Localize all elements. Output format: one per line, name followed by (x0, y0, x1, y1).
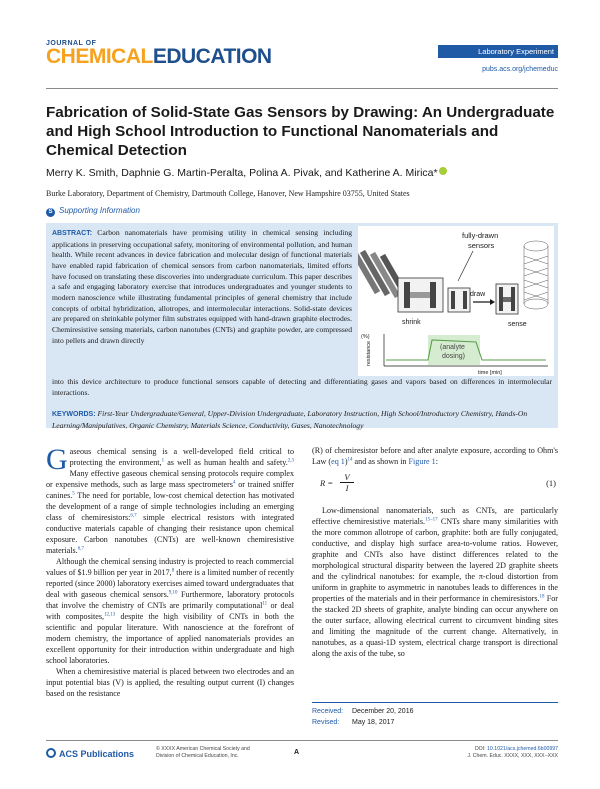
toc-axis-y: resistance (366, 340, 372, 366)
text-run: Furthermore, laboratory protocols that involve the chemistry of CNTs are primarily computational (46, 589, 295, 610)
copyright-line-1: © XXXX American Chemical Society and (156, 746, 250, 752)
toc-axis-x: time [min] (478, 370, 502, 376)
text-run: simple electrical resistors with integrated conductive materials capable of changing their resistance upon chemical exposure. Carbon nanotubes (CNTs) are well-known chemiresistive materials. (46, 512, 294, 555)
electrode-right (430, 282, 436, 308)
acs-logo-icon (46, 748, 56, 758)
citation-ref[interactable]: 6,7 (77, 546, 84, 552)
text-run: there is a limited number of recently reported (since 2000) laboratory exercises aimed toward undergraduates that deal with gaseous chemical sensors. (46, 567, 295, 599)
journal-logo (46, 40, 272, 82)
text-run: CNTs share many similarities with the more common allotrope of carbon, graphite: both are fully conjugated, conductive, and display high surface area-to-volume ratios. However, graphite and CNTs also have distinct differences related to the morphological structural disparity between the layered 2D graphite sheets and the cylindrical nanotubes: for example, the π-cloud distortion from uniform in graphite to asymmetric in nanotubes leads to differences in the properties of the materials and in their performance in chemiresistors. (312, 516, 558, 603)
text-run: Low-dimensional nanomaterials, such as CNTs, are particularly effective chemiresistive materials. (312, 505, 558, 526)
toc-ylabel-small: (%) (361, 334, 370, 340)
section-tag: Laboratory Experiment (438, 45, 558, 58)
doi-line (420, 746, 558, 753)
text-run: or deal with composites, (46, 600, 294, 621)
text-run: and as shown in (352, 456, 409, 466)
toc-sense-label: sense (508, 321, 527, 328)
copyright (156, 746, 306, 759)
figure-ref[interactable]: Figure 1 (408, 456, 436, 466)
abstract-label: ABSTRACT: (52, 230, 93, 237)
equation-lhs: R = (320, 477, 334, 488)
toc-analyte-label-2: dosing) (442, 353, 465, 360)
toc-plot (361, 334, 548, 376)
equation-number: (1) (546, 477, 556, 488)
logo-wordmark (46, 46, 272, 67)
citation-ref[interactable]: 8 (171, 568, 175, 574)
keywords (52, 409, 552, 431)
article-title: Fabrication of Solid-State Gas Sensors by Drawing: An Undergraduate and High School Introduction to Functional Nanomaterials and Chemical Detection (46, 104, 555, 159)
text-run: Although the chemical sensing industry is projected to reach commercial values of $1.9 billion per year in 2017, (46, 556, 294, 577)
toc-pointer-line (458, 251, 473, 281)
citation-ref[interactable]: 5 (72, 491, 75, 497)
body-paragraph-1 (46, 443, 294, 557)
equation-numerator: V (340, 472, 354, 483)
toc-graphic (358, 226, 554, 376)
received-row (312, 706, 558, 717)
author-list (46, 167, 447, 179)
journal-url[interactable]: pubs.acs.org/jchemeduc (482, 66, 558, 73)
citation-ref[interactable]: 2,3 (287, 458, 294, 464)
supporting-info-label: Supporting Information (59, 206, 140, 215)
text-run: aseous chemical sensing is a well-developed field critical to protecting the environment, (69, 447, 294, 467)
body-column-right (312, 446, 558, 660)
text-run: as well as human health and safety. (164, 457, 288, 467)
received-date: December 20, 2016 (352, 708, 414, 715)
equation-fraction (340, 472, 354, 493)
logo-chemical: CHEMICAL (46, 45, 153, 68)
keywords-label: KEYWORDS: (52, 411, 96, 418)
orcid-icon[interactable] (439, 167, 447, 175)
copyright-line-2: Division of Chemical Education, Inc. (156, 752, 239, 759)
received-label: Received: (312, 708, 344, 715)
body-column-left (46, 443, 295, 700)
equation-1 (312, 471, 558, 497)
doi-label: DOI: (474, 746, 488, 752)
doi-link[interactable]: 10.1021/acs.jchemed.6b00997 (487, 746, 558, 752)
electrode-left (404, 282, 410, 308)
citation-ref[interactable]: 9,10 (168, 590, 178, 596)
citation-ref[interactable]: 18 (539, 594, 545, 600)
acs-publisher-name: ACS Publications (59, 749, 135, 759)
toc-analyte-label-1: (analyte (440, 344, 465, 351)
drop-cap: G (46, 443, 68, 476)
revised-date: May 18, 2017 (352, 719, 395, 726)
citation-line: J. Chem. Educ. XXXX, XXX, XXX−XXX (467, 753, 558, 759)
citation-ref[interactable]: 11 (262, 601, 268, 607)
logo-education: EDUCATION (152, 45, 272, 68)
toc-illustration (358, 226, 554, 376)
toc-draw-label: draw (470, 291, 486, 298)
body-paragraph-2 (46, 557, 294, 667)
text-run: ) (344, 456, 348, 466)
text-run: (R) of chemiresistor before and after analyte exposure, according to Ohm's Law ( (312, 446, 558, 466)
citation-ref[interactable]: 14 (347, 457, 353, 463)
equation-denominator: I (345, 482, 349, 493)
affiliation: Burke Laboratory, Department of Chemistry, Dartmouth College, Hanover, New Hampshire 03755, United States (46, 189, 410, 198)
revised-label: Revised: (312, 719, 340, 726)
supporting-information-link[interactable] (46, 206, 140, 217)
text-run: : (435, 456, 438, 466)
body-paragraph-3: When a chemiresistive material is placed between two electrodes and an input potential bias (V) is applied, the resulting output current (I) changes based on the resistance (46, 666, 294, 698)
doi-block (420, 746, 558, 760)
revised-row (312, 717, 558, 728)
equation-ref[interactable]: eq 1 (331, 456, 345, 466)
text-run: Many effective gaseous chemical sensing protocols require complex or expensive methods, such as large mass spectrometers (46, 468, 294, 489)
text-run: The need for portable, low-cost chemical detection has motivated the development of a range of simple technologies including an emerging class of chemiresistors: (46, 490, 294, 522)
citation-ref[interactable]: 12,13 (104, 612, 116, 618)
toc-sensors-label-1: fully-drawn (462, 231, 499, 240)
abstract-tail: into this device architecture to produce functional sensors capable of detecting and differentiating gases and vapors based on differences in intermolecular interactions. (52, 377, 552, 397)
citation-ref[interactable]: 6,7 (130, 513, 137, 519)
supporting-info-icon: S (46, 208, 55, 217)
citation-ref[interactable]: 15–17 (425, 517, 438, 523)
article-dates (312, 702, 558, 728)
abstract-body: Carbon nanomaterials have promising utility in chemical sensing including applications in preserving occupational safety, monitoring of environmental pollution, and human health. While recent advances in device fabrication and molecular design of functional materials have enabled rapid fabrication of chemical sensors from carbon nanomaterials, limited efforts have focused on translating these discoveries into undergraduate curriculum. This paper describes a safe and engaging laboratory exercise that introduces undergraduates and younger students to modern nanoscience while illustrating fundamental principles of general chemistry that include concepts of orbital hybridization, allotropes, and intermolecular interactions. Solid-state devices are prepared on shrinkable polymer film substrates equipped with hand-drawn graphite electrodes. Chemiresistive sensing materials, carbon nanotubes (CNTs) and graphite powder, are compressed into pellets and drawn directly (52, 228, 352, 345)
acs-publications-logo[interactable] (46, 748, 134, 759)
abstract-text (52, 228, 352, 346)
body-paragraph-5 (312, 506, 558, 660)
page-number: A (294, 749, 300, 756)
footer-rule (46, 740, 558, 741)
citation-ref[interactable]: 1 (161, 458, 165, 464)
nanotube (524, 241, 548, 309)
toc-shrink-label: shrink (402, 319, 421, 326)
text-run: or trained sniffer canines. (46, 479, 294, 500)
author-names: Merry K. Smith, Daphnie G. Martin-Peralta, Polina A. Pivak, and Katherine A. Mirica* (46, 167, 438, 179)
text-run: despite the high visibility of CNTs in both the scientific and popular literature. With nanoscience at the forefront of modern chemistry, the importance of applied nanomaterials provides an excellent opportunity for their introduction within undergraduate and high school laboratories. (46, 611, 294, 665)
sensing-material (410, 292, 430, 298)
body-paragraph-4 (312, 446, 558, 468)
header-rule (46, 88, 558, 89)
logo-journal-of: JOURNAL OF (46, 40, 97, 47)
keywords-text: First-Year Undergraduate/General, Upper-Division Undergraduate, Laboratory Instruction, High School/Introductory Chemistry, Hands-On Learning/Manipulatives, Organic Chemistry, Materials Science, Conductivity, Gases, Nanotechnology (52, 409, 528, 430)
citation-ref[interactable]: 4 (232, 480, 236, 486)
text-run: For the stacked 2D sheets of graphite, analyte binding can occur anywhere on the outer surface, allowing electrical current to circumvent binding sites and limiting the magnitude of the current change. Alternatively, in nanotubes, as a quasi-1D system, electrical charge transport is directional along the axis of the tube, so (312, 593, 558, 658)
toc-sensors-label-2: sensors (468, 241, 495, 250)
